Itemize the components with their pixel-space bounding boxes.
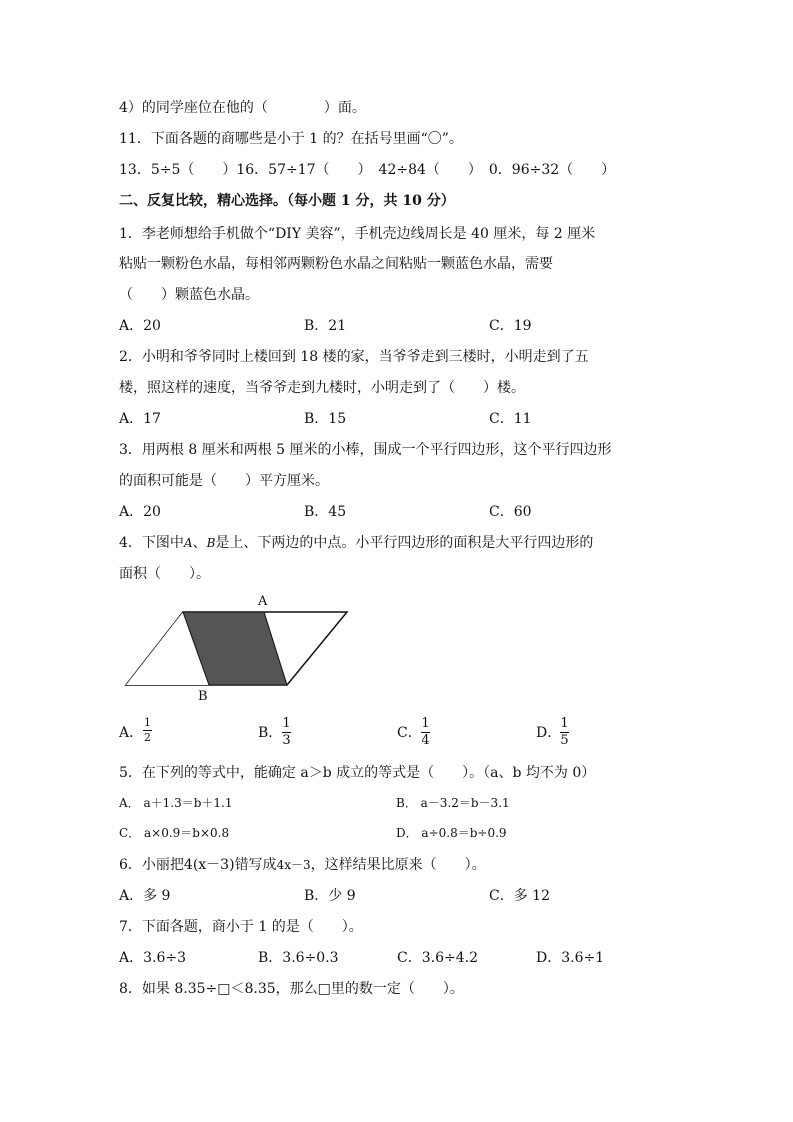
q1-line2: 粘贴一颗粉色水晶，每相邻两颗粉色水晶之间粘贴一颗蓝色水晶，需要: [119, 256, 553, 272]
q1-option-c: C．19: [489, 318, 532, 334]
q4-option-c-letter: C．: [397, 725, 422, 741]
q5-option-d: D． a÷0.8＝b÷0.9: [396, 826, 507, 840]
q5-text: 5．在下列的等式中，能确定 a＞b 成立的等式是（ ）。（a、b 均不为 0）: [119, 765, 596, 781]
q2-option-a: A．17: [119, 411, 161, 427]
q3-line1: 3．用两根 8 厘米和两根 5 厘米的小棒，围成一个平行四边形，这个平行四边形: [119, 442, 612, 458]
q3-line2: 的面积可能是（ ）平方厘米。: [119, 473, 329, 489]
q5-option-c: C． a×0.9＝b×0.8: [119, 826, 230, 840]
figure-label-a: A: [258, 594, 268, 609]
figure-label-b: B: [198, 689, 208, 704]
fraction-numerator: 1: [144, 716, 151, 729]
q6-rest: ，这样结果比原来（ ）。: [310, 857, 486, 873]
fraction-numerator: 1: [282, 716, 291, 731]
fraction-denominator: 3: [282, 733, 291, 748]
q2-option-b: B．15: [304, 411, 347, 427]
q4-option-a-fraction: [143, 717, 152, 744]
q5-option-b: B． a－3.2＝b－3.1: [396, 796, 510, 810]
q4-option-d-fraction: [560, 717, 569, 748]
q1-option-b: B．21: [304, 318, 347, 334]
q2-line1: 2．小明和爷爷同时上楼回到 18 楼的家，当爷爷走到三楼时，小明走到了五: [119, 349, 589, 365]
q4-option-d-letter: D．: [536, 725, 562, 741]
q10-tail-text: 4）的同学座位在他的（ ）面。: [119, 100, 366, 116]
q4-point-a: A: [183, 536, 193, 550]
q1-line1: 1．李老师想给手机做个“DIY 美容”，手机壳边线周长是 40 厘米，每 2 厘米: [119, 226, 596, 242]
q2-line2: 楼，照这样的速度，当爷爷走到九楼时，小明走到了（ ）楼。: [119, 380, 525, 396]
q4-separator: 、: [192, 535, 207, 551]
q4-line2: 面积（ ）。: [119, 566, 210, 582]
q5-option-a: A． a＋1.3＝b＋1.1: [119, 796, 233, 810]
q7-option-d: D．3.6÷1: [536, 950, 605, 966]
q4-rest: 是上、下两边的中点。小平行四边形的面积是大平行四边形的: [215, 535, 594, 551]
fraction-denominator: 4: [421, 733, 430, 748]
q4-option-b-letter: B．: [258, 725, 283, 741]
q6-text: [119, 855, 486, 875]
q6-expression-original: 4(x－3): [183, 857, 235, 873]
q7-option-b: B．3.6÷0.3: [258, 950, 339, 966]
q4-prefix: 4．下图中: [119, 535, 184, 551]
q6-option-a: A．多 9: [119, 888, 171, 904]
q3-option-a: A．20: [119, 504, 161, 520]
fraction-denominator: 2: [144, 731, 151, 744]
parallelogram-figure: [120, 592, 352, 704]
q4-option-a-letter: A．: [119, 725, 144, 741]
q7-option-c: C．3.6÷4.2: [397, 950, 478, 966]
q8-text: 8．如果 8.35÷□＜8.35，那么□里的数一定（ ）。: [119, 981, 464, 997]
q6-option-c: C．多 12: [489, 888, 550, 904]
q4-point-b: B: [206, 536, 216, 550]
q6-prefix: 6．小丽把: [119, 857, 184, 873]
q1-line3: （ ）颗蓝色水晶。: [119, 287, 259, 303]
q11-text: 11．下面各题的商哪些是小于 1 的？在括号里画“〇”。: [119, 131, 463, 147]
fraction-numerator: 1: [560, 716, 569, 731]
q2-option-c: C．11: [489, 411, 532, 427]
fraction-denominator: 5: [560, 733, 569, 748]
q3-option-c: C．60: [489, 504, 532, 520]
q6-option-b: B．少 9: [304, 888, 356, 904]
q11-items: 13．5÷5（ ）16．57÷17（ ） 42÷84（ ） 0．96÷32（ ）: [119, 162, 616, 178]
q3-option-b: B．45: [304, 504, 347, 520]
q1-option-a: A．20: [119, 318, 161, 334]
fraction-numerator: 1: [421, 716, 430, 731]
q4-line1: [119, 533, 593, 553]
section-2-heading: 二、反复比较，精心选择。（每小题 1 分，共 10 分）: [119, 193, 455, 209]
q4-option-b-fraction: [282, 717, 291, 748]
q7-text: 7．下面各题，商小于 1 的是（ ）。: [119, 919, 363, 935]
q6-expression-wrong: 4x－3: [276, 858, 311, 872]
q6-middle: 错写成: [234, 857, 277, 873]
q7-option-a: A．3.6÷3: [119, 950, 187, 966]
q4-option-c-fraction: [421, 717, 430, 748]
